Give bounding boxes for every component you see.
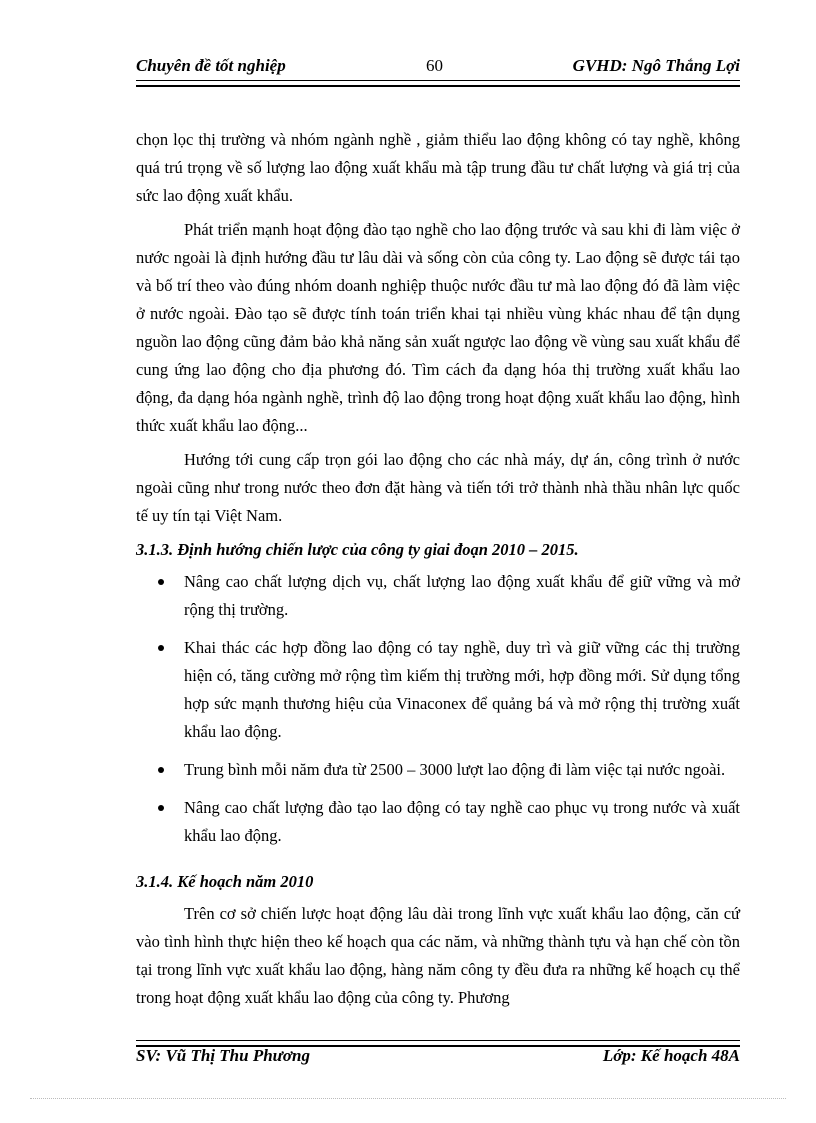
list-item: Khai thác các hợp đồng lao động có tay nghề, duy trì và giữ vững các thị trường hiện có, tăng cường mở rộng tìm kiếm thị trường mới, hợp đồng mới. Sử dụng tổng hợp sức mạnh thương hiệu của Vinaconex để quảng bá và mở rộng thị trường xuất khẩu lao động. [136,634,740,746]
paragraph: Hướng tới cung cấp trọn gói lao động cho các nhà máy, dự án, công trình ở nước ngoài cũng như trong nước theo đơn đặt hàng và tiến tới trở thành nhà thầu nhân lực quốc tế uy tín tại Việt Nam. [136,450,740,525]
page-footer [136,1046,740,1070]
section-heading: 3.1.3. Định hướng chiến lược của công ty giai đoạn 2010 – 2015. [136,540,579,559]
header-supervisor: GVHD: Ngô Thắng Lợi [572,56,740,75]
bullet-icon [158,579,164,585]
paragraph: Phát triển mạnh hoạt động đào tạo nghề cho lao động trước và sau khi đi làm việc ở nước ngoài là định hướng đầu tư lâu dài và sống còn của công ty. Lao động sẽ được tái tạo và bố trí theo vào đúng nhóm doanh nghiệp thuộc nước đầu tư mà lao động đó đã làm việc ở nước ngoài. Đào tạo sẽ được tính toán triển khai tại nhiều vùng khác nhau để tận dụng nguồn lao động cũng đảm bảo khả năng sản xuất ngược lao động về vùng sau xuất khẩu để cung ứng lao động cho địa phương đó. Tìm cách đa dạng hóa thị trường xuất khẩu lao động, đa dạng hóa ngành nghề, trình độ lao động trong hoạt động xuất khẩu lao động, hình thức xuất khẩu lao động... [136,220,740,435]
header-rule [136,80,740,87]
footer-class: Lớp: Kế hoạch 48A [602,1046,740,1065]
bullet-icon [158,645,164,651]
page-edge-divider [30,1098,786,1099]
page-header [136,56,740,80]
bullet-icon [158,805,164,811]
bullet-list [136,568,740,850]
section-heading: 3.1.4. Kế hoạch năm 2010 [136,872,314,891]
list-item: Trung bình mỗi năm đưa từ 2500 – 3000 lượt lao động đi làm việc tại nước ngoài. [136,756,740,784]
page-number: 60 [426,56,443,75]
paragraph: chọn lọc thị trường và nhóm ngành nghề , giảm thiểu lao động không có tay nghề, không quá trú trọng về số lượng lao động xuất khẩu mà tập trung đầu tư chất lượng và giá trị của sức lao động xuất khẩu. [136,130,740,205]
paragraph: Trên cơ sở chiến lược hoạt động lâu dài trong lĩnh vực xuất khẩu lao động, căn cứ vào tình hình thực hiện theo kế hoạch qua các năm, và những thành tựu và hạn chế còn tồn tại trong lĩnh vực xuất khẩu lao động, hàng năm công ty đều đưa ra những kế hoạch cụ thể trong hoạt động xuất khẩu lao động của công ty. Phương [136,904,740,1007]
list-item: Nâng cao chất lượng dịch vụ, chất lượng lao động xuất khẩu để giữ vững và mở rộng thị trường. [136,568,740,624]
bullet-icon [158,767,164,773]
document-body [136,126,740,1018]
footer-student: SV: Vũ Thị Thu Phương [136,1046,310,1065]
header-title: Chuyên đề tốt nghiệp [136,56,286,75]
list-item: Nâng cao chất lượng đào tạo lao động có tay nghề cao phục vụ trong nước và xuất khẩu lao động. [136,794,740,850]
